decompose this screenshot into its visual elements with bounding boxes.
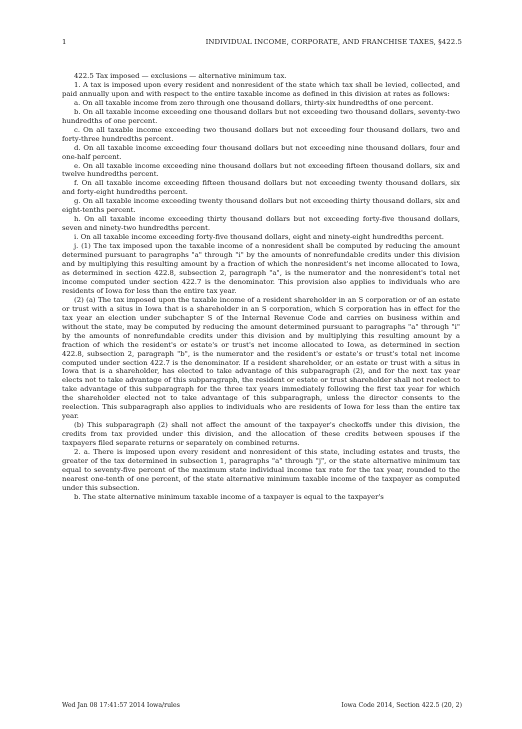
paragraph: g. On all taxable income exceeding twenty thousand dollars but not exceeding thirty thousand dollars, six and eight-tenths percent. — [62, 197, 460, 215]
paragraph: a. On all taxable income from zero through one thousand dollars, thirty-six hundredths of one percent. — [74, 98, 434, 107]
page-number: 1 — [62, 38, 67, 46]
paragraph: b. The state alternative minimum taxable income of a taxpayer is equal to the taxpayer's — [74, 492, 384, 501]
paragraph: (2) (a) The tax imposed upon the taxable income of a resident shareholder in an S corporation or of an estate or trust with a situs in Iowa that is a shareholder in an S corporation, which S corporation has in effect for the tax year an election under subchapter S of the Internal Revenue Code and carries on business within and without the state, may be computed by reducing the amount determined pursuant to paragraphs "a" through "i" by the amounts of nonrefundable credits under this division and by multiplying this resulting amount by a fraction of which the resident's or estate's or trust's net income allocated to Iowa, as determined in section 422.8, subsection 2, paragraph "b", is the numerator and the resident's or estate's or trust's total net income computed under section 422.7 is the denominator. If a resident shareholder, or an estate or trust with a situs in Iowa that is a shareholder, has elected to take advantage of this subparagraph (2), and for the next tax year elects not to take advantage of this subparagraph, the resident or estate or trust shareholder shall not reelect to take advantage of this subparagraph for the three tax years immediately following the first tax year for which the shareholder elected not to take advantage of this subparagraph, unless the director consents to the reelection. This subparagraph also applies to individuals who are residents of Iowa for less than the entire tax year. — [62, 295, 460, 421]
paragraph: b. On all taxable income exceeding one thousand dollars but not exceeding two thousand dollars, seventy-two hundredths of one percent. — [62, 107, 460, 125]
paragraph: d. On all taxable income exceeding four thousand dollars but not exceeding nine thousand dollars, four and one-half percent. — [62, 143, 460, 161]
footer-timestamp: Wed Jan 08 17:41:57 2014 Iowa/rules — [62, 702, 180, 709]
paragraph: i. On all taxable income exceeding forty-five thousand dollars, eight and ninety-eight hundredths percent. — [74, 233, 444, 242]
paragraph: j. (1) The tax imposed upon the taxable income of a nonresident shall be computed by reducing the amount determined pursuant to paragraphs "a" through "i" by the amounts of nonrefundable credits under this division and by multiplying this resulting amount by a fraction of which the nonresident's net income allocated to Iowa, as determined in section 422.8, subsection 2, paragraph "a", is the numerator and the nonresident's total net income computed under section 422.7 is the denominator. This provision also applies to individuals who are residents of Iowa for less than the entire tax year. — [62, 242, 460, 295]
paragraph: c. On all taxable income exceeding two thousand dollars but not exceeding four thousand dollars, two and forty-three hundredths percent. — [62, 125, 460, 143]
paragraph: f. On all taxable income exceeding fifteen thousand dollars but not exceeding twenty thousand dollars, six and forty-eight hundredths percent. — [62, 179, 460, 197]
document-body — [62, 72, 460, 502]
paragraph: e. On all taxable income exceeding nine thousand dollars but not exceeding fifteen thousand dollars, six and twelve hundredths percent. — [62, 161, 460, 179]
paragraph: (b) This subparagraph (2) shall not affect the amount of the taxpayer's checkoffs under this division, the credits from tax provided under this division, and the allocation of these credits between spouses if the taxpayers filed separate returns or separately on combined returns. — [62, 421, 460, 448]
paragraph: h. On all taxable income exceeding thirty thousand dollars but not exceeding forty-five thousand dollars, seven and ninety-two hundredths percent. — [62, 215, 460, 233]
section-heading: 422.5 Tax imposed — exclusions — alternative minimum tax. — [74, 72, 287, 80]
page-footer — [62, 702, 462, 712]
running-title: INDIVIDUAL INCOME, CORPORATE, AND FRANCHISE TAXES, §422.5 — [205, 38, 462, 46]
paragraph: 1. A tax is imposed upon every resident and nonresident of the state which tax shall be levied, collected, and paid annually upon and with respect to the entire taxable income as defined in this division at rates as follows: — [62, 80, 460, 98]
footer-citation: Iowa Code 2014, Section 422.5 (20, 2) — [341, 702, 462, 709]
page-header — [62, 38, 462, 50]
paragraph: 2. a. There is imposed upon every resident and nonresident of this state, including estates and trusts, the greater of the tax determined in subsection 1, paragraphs "a" through "j", or the state alternative minimum tax equal to seventy-five percent of the maximum state individual income tax rate for the tax year, rounded to the nearest one-tenth of one percent, of the state alternative minimum taxable income of the taxpayer as computed under this subsection. — [62, 448, 460, 492]
